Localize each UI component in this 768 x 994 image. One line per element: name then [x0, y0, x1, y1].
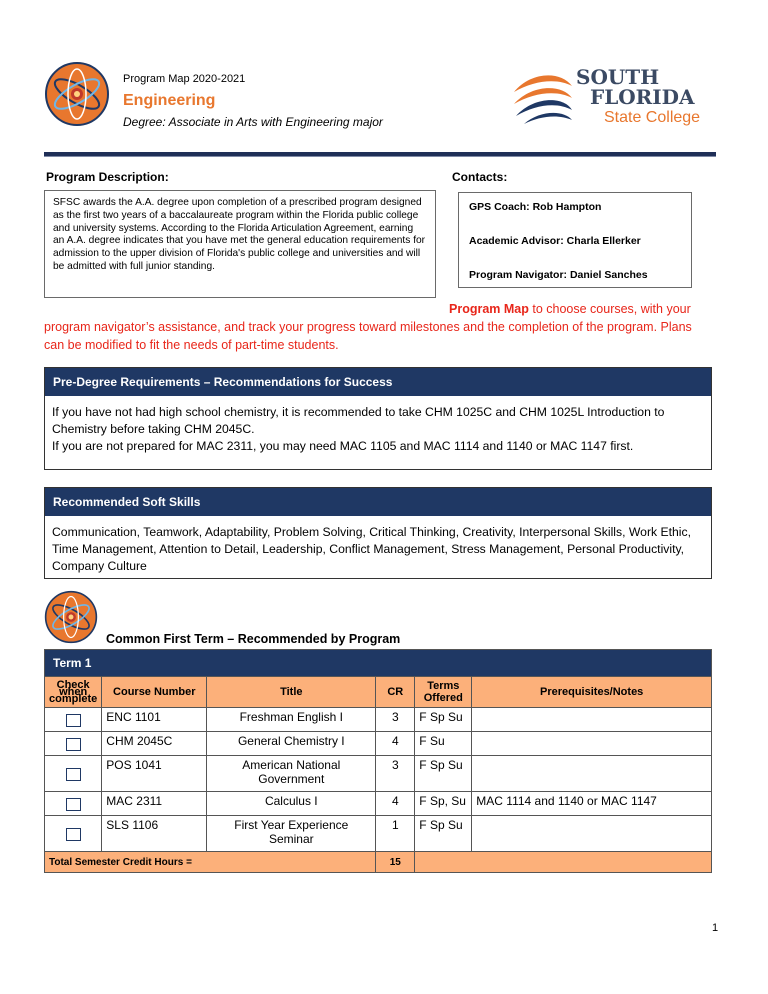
contacts-heading: Contacts:: [452, 170, 508, 184]
course-cr: 1: [376, 816, 415, 852]
course-notes: [472, 816, 712, 852]
course-cr: 4: [376, 732, 415, 756]
soft-skills-section: [44, 487, 712, 579]
description-heading: Program Description:: [46, 170, 169, 184]
contact-program-navigator: Program Navigator: Daniel Sanches: [469, 269, 648, 281]
degree-line: Degree: Associate in Arts with Engineering major: [123, 115, 383, 129]
table-row: [45, 732, 712, 756]
contact-gps-coach: GPS Coach: Rob Hampton: [469, 201, 602, 213]
course-cr: 4: [376, 792, 415, 816]
atom-term-icon: [44, 590, 98, 644]
pre-degree-section: [44, 367, 712, 470]
term-caption: Common First Term – Recommended by Program: [106, 632, 401, 646]
col-notes: Prerequisites/Notes: [472, 677, 712, 708]
course-number: ENC 1101: [102, 708, 207, 732]
course-terms: F Sp Su: [415, 756, 472, 792]
course-cr: 3: [376, 756, 415, 792]
program-map-label: Program Map: [449, 302, 529, 316]
table-row: [45, 792, 712, 816]
atom-logo-icon: [44, 61, 110, 127]
course-notes: [472, 756, 712, 792]
pre-degree-line2: If you are not prepared for MAC 2311, you may need MAC 1105 and MAC 1114 and 1140 or MAC 1147 first.: [52, 439, 634, 453]
program-year: Program Map 2020-2021: [123, 73, 246, 85]
table-row: [45, 756, 712, 792]
course-notes: [472, 732, 712, 756]
course-number: CHM 2045C: [102, 732, 207, 756]
total-label: Total Semester Credit Hours =: [45, 852, 376, 873]
complete-checkbox[interactable]: [66, 828, 81, 841]
term-label: Term 1: [45, 650, 712, 677]
course-terms: F Sp, Su: [415, 792, 472, 816]
course-number: MAC 2311: [102, 792, 207, 816]
complete-checkbox[interactable]: [66, 738, 81, 751]
header-divider-thin: [44, 156, 716, 157]
complete-checkbox[interactable]: [66, 798, 81, 811]
course-terms: F Sp Su: [415, 708, 472, 732]
logo-text-state-college: State College: [604, 109, 701, 126]
course-number: SLS 1106: [102, 816, 207, 852]
map-note-line1: to choose courses, with your: [528, 302, 691, 316]
program-map-note: [44, 300, 704, 354]
col-check: Check when complete: [45, 677, 102, 708]
soft-skills-heading: Recommended Soft Skills: [45, 488, 711, 516]
soft-skills-text: Communication, Teamwork, Adaptability, Problem Solving, Critical Thinking, Creativity, Interpersonal Skills, Work Ethic, Time Management, Attention to Detail, Leadership, Conflict Management, Stress Management, Personal Productivity, Company Culture: [52, 525, 691, 573]
course-title: Freshman English I: [207, 708, 376, 732]
table-row: [45, 816, 712, 852]
logo-text-florida: FLORIDA: [590, 85, 695, 109]
contacts-box: [458, 192, 692, 288]
course-title: First Year Experience Seminar: [207, 816, 376, 852]
logo-text-south: SOUTH: [576, 65, 660, 89]
pre-degree-line1: If you have not had high school chemistry, it is recommended to take CHM 1025C and CHM 1025L Introduction to Chemistry before taking CHM 2045C.: [52, 405, 665, 436]
table-row: [45, 708, 712, 732]
course-notes: [472, 708, 712, 732]
total-credits: 15: [376, 852, 415, 873]
course-notes: MAC 1114 and 1140 or MAC 1147: [472, 792, 712, 816]
contact-academic-advisor: Academic Advisor: Charla Ellerker: [469, 235, 641, 247]
description-box: SFSC awards the A.A. degree upon completion of a prescribed program designed as the first two years of a baccalaureate program within the Florida public college and university systems. According to the Florida Articulation Agreement, earning an A.A. degree indicates that you have met the general education requirements for admission to the upper division of Florida's public college and universities and will be admitted with full junior standing.: [44, 190, 436, 298]
complete-checkbox[interactable]: [66, 768, 81, 781]
col-course-number: Course Number: [102, 677, 207, 708]
college-logo: [510, 62, 710, 132]
program-title: Engineering: [123, 92, 216, 109]
term-table: [44, 649, 712, 873]
course-terms: F Su: [415, 732, 472, 756]
col-title: Title: [207, 677, 376, 708]
pre-degree-heading: Pre-Degree Requirements – Recommendations for Success: [45, 368, 711, 396]
course-terms: F Sp Su: [415, 816, 472, 852]
map-note-rest: program navigator’s assistance, and track your progress toward milestones and the completion of the program. Plans can be modified to fit the needs of part-time students.: [44, 320, 692, 352]
col-terms: Terms Offered: [415, 677, 472, 708]
course-title: Calculus I: [207, 792, 376, 816]
course-title: American National Government: [207, 756, 376, 792]
complete-checkbox[interactable]: [66, 714, 81, 727]
course-cr: 3: [376, 708, 415, 732]
col-cr: CR: [376, 677, 415, 708]
page-number: 1: [712, 922, 719, 934]
course-number: POS 1041: [102, 756, 207, 792]
course-title: General Chemistry I: [207, 732, 376, 756]
